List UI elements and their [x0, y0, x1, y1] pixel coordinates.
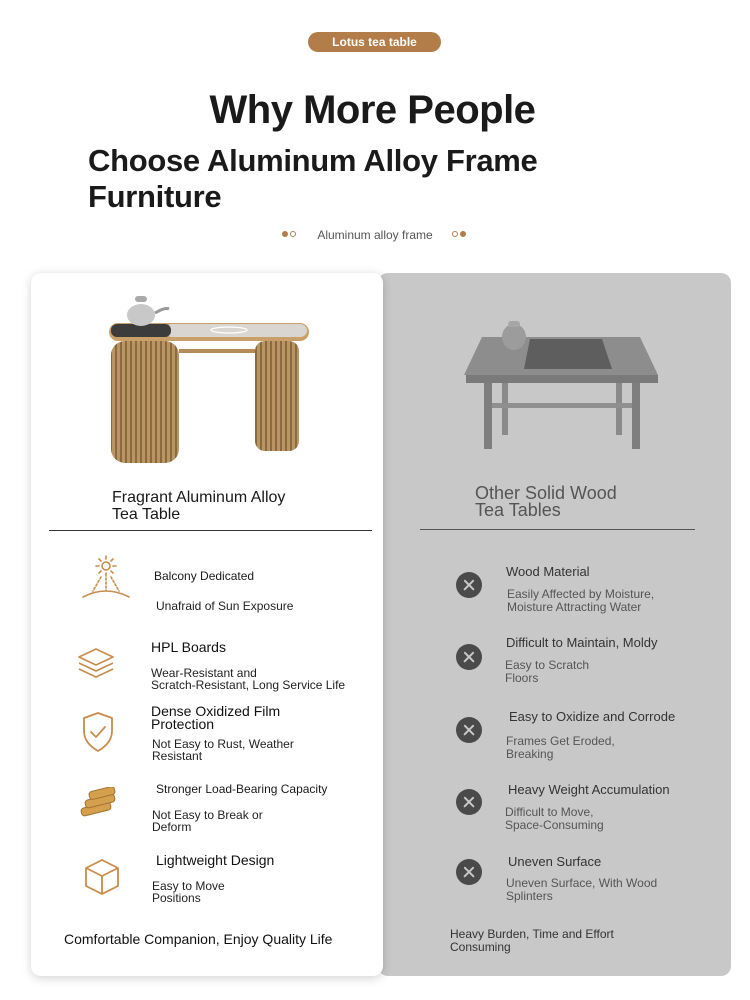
- wood-panel-title: [475, 485, 617, 519]
- wood-issue-title: Difficult to Maintain, Moldy: [506, 635, 658, 650]
- aluminum-panel-footer: Comfortable Companion, Enjoy Quality Life: [64, 931, 333, 947]
- wood-issue-desc-line2: Floors: [505, 671, 539, 685]
- feature-desc-line2: Resistant: [152, 749, 203, 763]
- wood-issue-desc-line1: Easy to Scratch: [505, 658, 590, 672]
- wood-issue-desc-line2: Splinters: [506, 889, 553, 903]
- wood-issue-desc-line1: Difficult to Move,: [505, 805, 594, 819]
- wood-issue-title: Heavy Weight Accumulation: [508, 782, 670, 797]
- wood-issue-desc-line2: Space-Consuming: [505, 818, 604, 832]
- feature-desc: [152, 809, 263, 833]
- x-icon: [456, 644, 482, 670]
- wood-panel-title-line1: Other Solid Wood: [475, 483, 617, 503]
- aluminum-tea-table-image: [105, 293, 315, 468]
- subtitle: Aluminum alloy frame: [317, 228, 433, 242]
- wood-issue-desc: [505, 806, 604, 832]
- aluminum-panel-title: [112, 489, 285, 523]
- aluminum-panel-divider: [49, 530, 372, 531]
- wood-issue-desc: [505, 659, 589, 685]
- wood-panel-footer-line2: Consuming: [450, 940, 511, 954]
- feature-desc-line2: Positions: [152, 891, 201, 905]
- feature-title-line1: Dense Oxidized Film: [151, 703, 281, 719]
- x-icon: [456, 859, 482, 885]
- headline-sub-line1: Choose Aluminum Alloy Frame: [88, 143, 538, 178]
- feature-desc-line1: Easy to Move: [152, 879, 225, 893]
- wood-issue-desc-line1: Easily Affected by Moisture,: [507, 587, 655, 601]
- subtitle-row: [0, 227, 750, 243]
- wood-issue-desc-line2: Moisture Attracting Water: [507, 600, 642, 614]
- layers-icon: [77, 647, 115, 679]
- feature-desc: [151, 667, 345, 691]
- wood-issue-desc-line1: Uneven Surface, With Wood: [506, 876, 658, 890]
- bars-icon: [77, 787, 119, 819]
- feature-desc: Unafraid of Sun Exposure: [156, 599, 294, 613]
- dots-right-icon: [452, 230, 468, 238]
- feature-title: Stronger Load-Bearing Capacity: [156, 782, 328, 796]
- feature-title: HPL Boards: [151, 639, 226, 655]
- feature-title: Balcony Dedicated: [154, 569, 255, 583]
- wood-panel-divider: [420, 529, 695, 530]
- wood-panel-footer: [450, 928, 614, 954]
- wood-issue-desc: [506, 735, 615, 761]
- feature-title-line2: Protection: [151, 716, 215, 732]
- wood-issue-title: Easy to Oxidize and Corrode: [509, 709, 676, 724]
- wood-issue-title: Uneven Surface: [508, 854, 602, 869]
- headline-sub: [88, 143, 648, 215]
- wood-issue-desc-line2: Breaking: [506, 747, 554, 761]
- aluminum-panel-title-line1: Fragrant Aluminum Alloy: [112, 489, 286, 506]
- cube-icon: [84, 858, 120, 896]
- x-icon: [456, 789, 482, 815]
- feature-desc-line2: Deform: [152, 820, 192, 834]
- wood-tea-table-image: [462, 319, 662, 454]
- headline-main: Why More People: [209, 88, 536, 132]
- wood-issue-title: Wood Material: [506, 564, 590, 579]
- x-icon: [456, 717, 482, 743]
- headline-sub-line2: Furniture: [88, 179, 222, 214]
- sun-icon: [81, 555, 131, 601]
- category-badge: Lotus tea table: [308, 32, 441, 52]
- x-icon: [456, 572, 482, 598]
- feature-desc-line2: Scratch-Resistant, Long Service Life: [151, 678, 346, 692]
- feature-desc-line1: Not Easy to Break or: [152, 808, 263, 822]
- shield-check-icon: [81, 711, 115, 753]
- aluminum-panel-title-line2: Tea Table: [112, 506, 181, 523]
- comparison-panel-wood: [378, 273, 731, 976]
- wood-panel-footer-line1: Heavy Burden, Time and Effort: [450, 927, 614, 941]
- comparison-panel-aluminum: [31, 273, 383, 976]
- feature-desc: [152, 738, 294, 762]
- feature-title: [151, 705, 280, 731]
- feature-desc-line1: Not Easy to Rust, Weather: [152, 737, 294, 751]
- feature-desc-line1: Wear-Resistant and: [151, 666, 257, 680]
- wood-panel-title-line2: Tea Tables: [475, 500, 561, 520]
- wood-issue-desc: [506, 877, 657, 903]
- feature-desc: [152, 880, 225, 904]
- feature-title: Lightweight Design: [156, 852, 275, 868]
- wood-issue-desc: [507, 588, 654, 614]
- wood-issue-desc-line1: Frames Get Eroded,: [506, 734, 615, 748]
